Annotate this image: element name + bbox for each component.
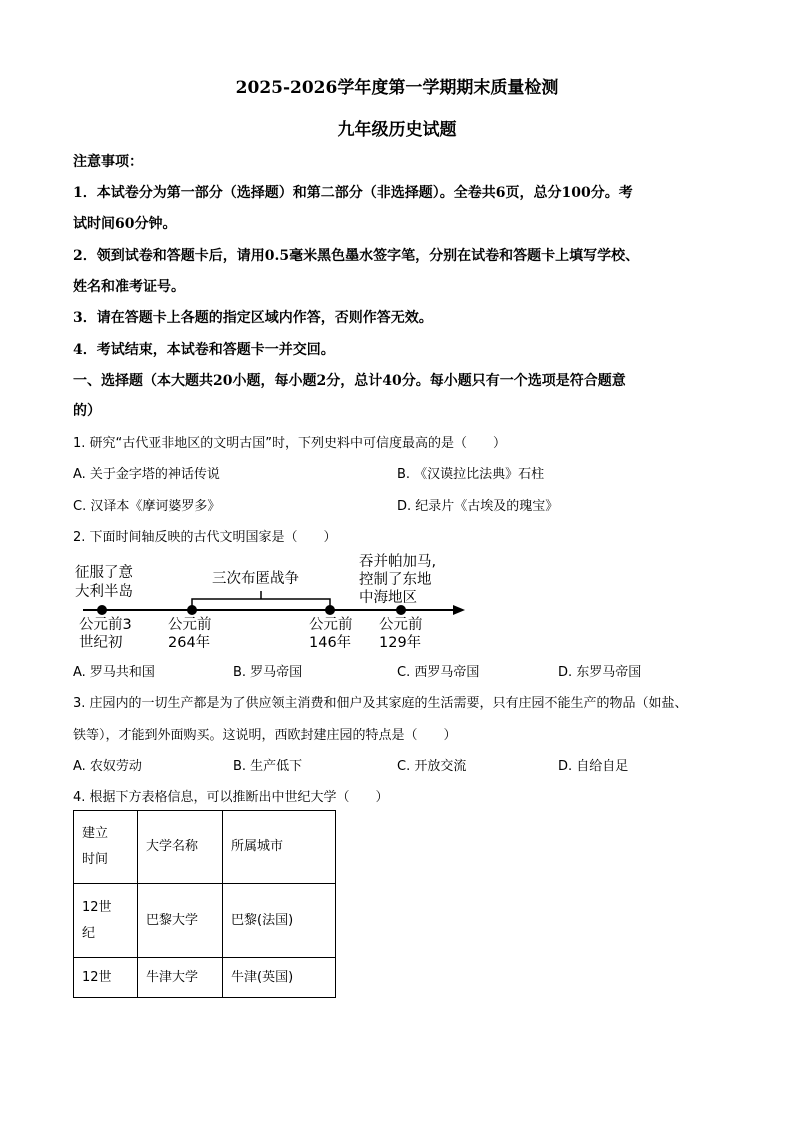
question-1-stem: 1. 研究“古代亚非地区的文明古国”时，下列史料中可信度最高的是（ ） bbox=[73, 436, 507, 451]
row-2-founded: 12世 bbox=[74, 958, 138, 998]
question-1-option-d[interactable]: D. 纪录片《古埃及的瑰宝》 bbox=[397, 499, 559, 514]
timeline-arrowhead bbox=[453, 605, 465, 615]
timeline-event-1-line-2: 大利半岛 bbox=[75, 584, 133, 600]
question-3-option-c[interactable]: C. 开放交流 bbox=[397, 759, 467, 774]
timeline-date-3-line-2: 146年 bbox=[309, 635, 352, 651]
timeline-date-4-line-1: 公元前 bbox=[379, 617, 423, 633]
note-2-line-2: 姓名和准考证号。 bbox=[73, 279, 185, 295]
header-founded-line-1: 建立 bbox=[82, 826, 109, 841]
question-1-option-c[interactable]: C. 汉译本《摩诃婆罗多》 bbox=[73, 499, 221, 514]
section-1-heading-line-1: 一、选择题（本大题共20小题，每小题2分，总计40分。每小题只有一个选项是符合题意 bbox=[73, 373, 626, 389]
table-row bbox=[74, 884, 336, 958]
question-2-option-b[interactable]: B. 罗马帝国 bbox=[233, 665, 303, 680]
note-4: 4．考试结束，本试卷和答题卡一并交回。 bbox=[73, 342, 335, 358]
timeline-date-3-line-1: 公元前 bbox=[309, 617, 353, 633]
university-table bbox=[73, 810, 336, 998]
question-1-option-b[interactable]: B. 《汉谟拉比法典》石柱 bbox=[397, 467, 545, 482]
notes-heading: 注意事项： bbox=[73, 154, 143, 170]
question-2-option-a[interactable]: A. 罗马共和国 bbox=[73, 665, 155, 680]
header-cell-founded bbox=[74, 811, 138, 884]
exam-subtitle: 九年级历史试题 bbox=[337, 120, 457, 140]
timeline-event-3-line-2: 控制了东地 bbox=[359, 572, 432, 588]
timeline-date-2-line-2: 264年 bbox=[168, 635, 211, 651]
question-3-option-d[interactable]: D. 自给自足 bbox=[558, 759, 629, 774]
question-4-stem: 4. 根据下方表格信息，可以推断出中世纪大学（ ） bbox=[73, 790, 389, 805]
question-2-stem: 2. 下面时间轴反映的古代文明国家是（ ） bbox=[73, 530, 337, 545]
row-2-name: 牛津大学 bbox=[138, 958, 223, 998]
timeline-dot-3 bbox=[325, 605, 335, 615]
timeline-date-1-line-1: 公元前3 bbox=[79, 617, 132, 633]
timeline-bracket bbox=[192, 591, 330, 606]
question-2-option-c[interactable]: C. 西罗马帝国 bbox=[397, 665, 480, 680]
header-cell-city: 所属城市 bbox=[223, 811, 336, 884]
note-1-line-1: 1．本试卷分为第一部分（选择题）和第二部分（非选择题）。全卷共6页，总分100分。考 bbox=[73, 185, 633, 201]
row-2-city: 牛津(英国) bbox=[223, 958, 336, 998]
question-1-option-a[interactable]: A. 关于金字塔的神话传说 bbox=[73, 467, 220, 482]
row-1-city: 巴黎(法国) bbox=[223, 884, 336, 958]
timeline-dot-1 bbox=[97, 605, 107, 615]
note-3: 3．请在答题卡上各题的指定区域内作答，否则作答无效。 bbox=[73, 310, 433, 326]
question-2-option-d[interactable]: D. 东罗马帝国 bbox=[558, 665, 642, 680]
table-header-row bbox=[74, 811, 336, 884]
exam-title: 2025-2026学年度第一学期期末质量检测 bbox=[235, 78, 559, 98]
question-3-option-a[interactable]: A. 农奴劳动 bbox=[73, 759, 142, 774]
note-2-line-1: 2．领到试卷和答题卡后，请用0.5毫米黑色墨水签字笔，分别在试卷和答题卡上填写学校、 bbox=[73, 248, 640, 264]
question-3-stem-line-2: 铁等），才能到外面购买。这说明，西欧封建庄园的特点是（ ） bbox=[73, 728, 457, 743]
question-3-stem-line-1: 3. 庄园内的一切生产都是为了供应领主消费和佃户及其家庭的生活需要，只有庄园不能生产的物品（如盐、 bbox=[73, 696, 688, 711]
timeline-date-4-line-2: 129年 bbox=[379, 635, 422, 651]
section-1-heading-line-2: 的） bbox=[73, 403, 101, 419]
timeline-event-2: 三次布匿战争 bbox=[212, 571, 299, 587]
timeline-event-3-line-3: 中海地区 bbox=[359, 590, 417, 606]
header-founded-line-2: 时间 bbox=[82, 852, 109, 867]
timeline-event-1-line-1: 征服了意 bbox=[75, 565, 133, 581]
row-1-name: 巴黎大学 bbox=[138, 884, 223, 958]
timeline-dot-2 bbox=[187, 605, 197, 615]
timeline-figure bbox=[73, 548, 473, 658]
row-1-founded-line-2: 纪 bbox=[82, 925, 96, 941]
table-row bbox=[74, 958, 336, 998]
header-cell-name: 大学名称 bbox=[138, 811, 223, 884]
timeline-event-3-line-1: 吞并帕加马, bbox=[359, 554, 437, 570]
timeline-date-2-line-1: 公元前 bbox=[168, 617, 212, 633]
row-1-founded bbox=[74, 884, 138, 958]
timeline-date-1-line-2: 世纪初 bbox=[79, 635, 123, 651]
question-3-option-b[interactable]: B. 生产低下 bbox=[233, 759, 303, 774]
row-1-founded-line-1: 12世 bbox=[82, 899, 112, 915]
note-1-line-2: 试时间60分钟。 bbox=[73, 216, 177, 232]
